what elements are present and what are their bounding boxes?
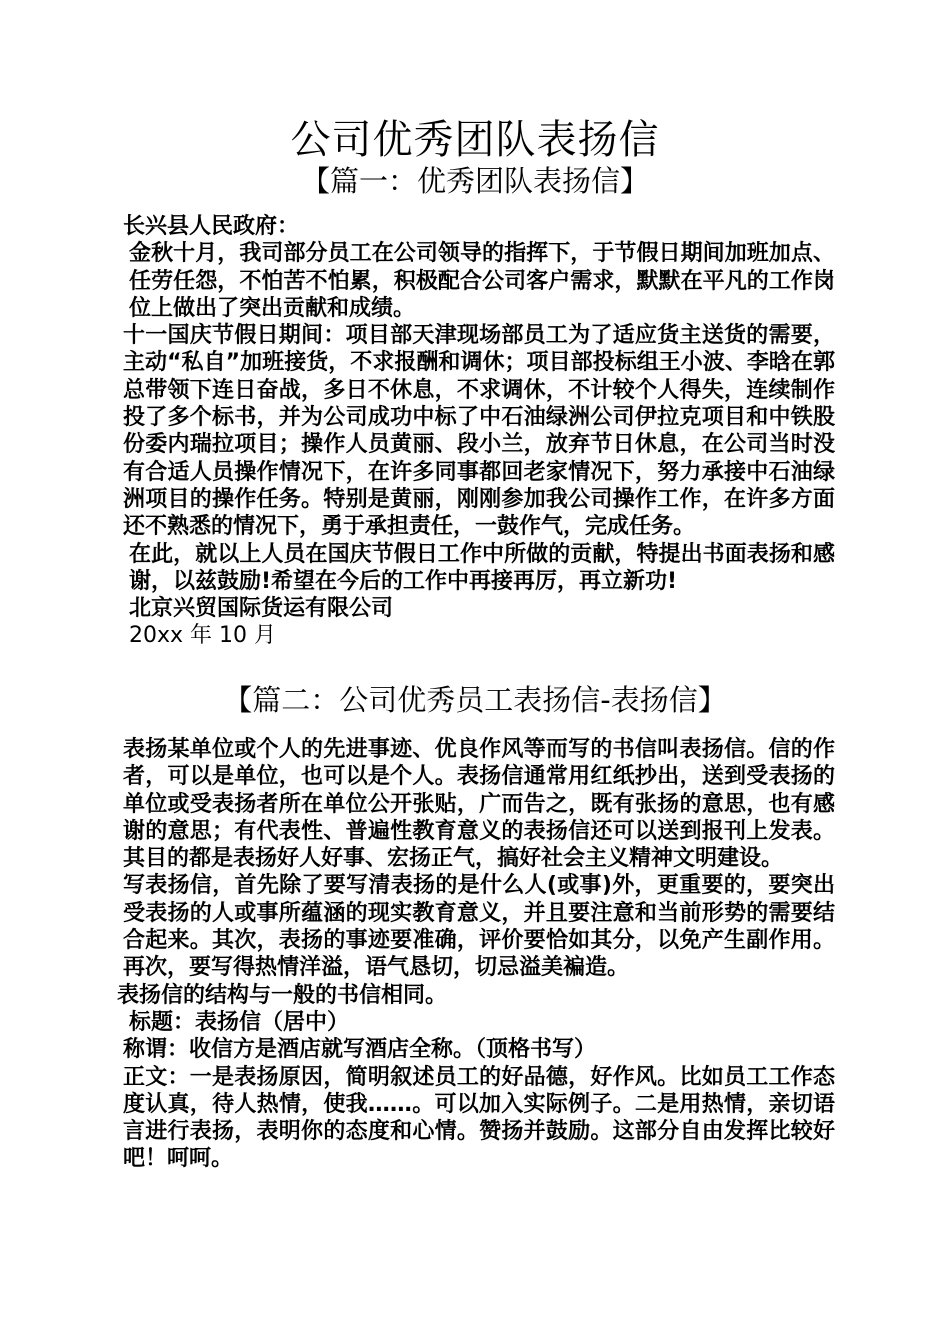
section1-paragraph-3: 在此，就以上人员在国庆节假日工作中所做的贡献，特提出书面表扬和感谢，以兹鼓励!希望在今后的工作中再接再厉，再立新功! [129, 541, 835, 594]
structure-item-salutation: 称谓：收信方是酒店就写酒店全称。（顶格书写） [123, 1037, 597, 1063]
section1-paragraph-1: 金秋十月，我司部分员工在公司领导的指挥下，于节假日期间加班加点、任劳任怨，不怕苦不怕累，积极配合公司客户需求，默默在平凡的工作岗位上做出了突出贡献和成绩。 [129, 241, 835, 321]
section1-heading: 【篇一：优秀团队表扬信】 [300, 164, 649, 198]
structure-item-title: 标题：表扬信（居中） [129, 1009, 350, 1035]
section2-paragraph-2: 写表扬信，首先除了要写清表扬的是什么人(或事)外，更重要的，要突出受表扬的人或事所蕴涵的现实教育意义，并且要注意和当前形势的需要结合起来。其次，表扬的事迹要准确，评价要恰如其分，以免产生副作用。再次，要写得热情洋溢，语气恳切，切忌溢美褊造。 [123, 873, 835, 981]
structure-item-body: 正文：一是表扬原因，简明叙述员工的好品德，好作风。比如员工工作态度认真，待人热情，使我……。可以加入实际例子。二是用热情，亲切语言进行表扬，表明你的态度和心情。赞扬并鼓励。这部分自由发挥比较好吧！呵呵。 [123, 1064, 835, 1172]
section1-body [117, 213, 835, 650]
section2-body [117, 736, 835, 1173]
signature: 北京兴贸国际货运有限公司 [129, 596, 394, 622]
salutation: 长兴县人民政府： [123, 214, 300, 239]
document-title: 公司优秀团队表扬信 [290, 117, 660, 163]
section1-paragraph-2: 十一国庆节假日期间：项目部天津现场部员工为了适应货主送货的需要，主动“私自”加班接货，不求报酬和调休；项目部投标组王小波、李晗在郭总带领下连日奋战，多日不休息，不求调休，不计较个人得失，连续制作投了多个标书，并为公司成功中标了中石油绿洲公司伊拉克项目和中铁股份委内瑞拉项目；操作人员黄丽、段小兰，放弃节日休息，在公司当时没有合适人员操作情况下，在许多同事都回老家情况下，努力承接中石油绿洲项目的操作任务。特别是黄丽，刚刚参加我公司操作工作，在许多方面还不熟悉的情况下，勇于承担责任，一鼓作气，完成任务。 [123, 323, 835, 540]
section2-paragraph-3: 表扬信的结构与一般的书信相同。 [117, 982, 448, 1008]
section2-paragraph-1: 表扬某单位或个人的先进事迹、优良作风等而写的书信叫表扬信。信的作者，可以是单位，也可以是个人。表扬信通常用红纸抄出，送到受表扬的单位或受表扬者所在单位公开张贴，广而告之，既有张扬的意思，也有感谢的意思；有代表性、普遍性教育意义的表扬信还可以送到报刊上发表。其目的都是表扬好人好事、宏扬正气，搞好社会主义精神文明建设。 [123, 737, 835, 872]
letter-date: 20xx 年 10 月 [129, 623, 277, 649]
section2-heading: 【篇二：公司优秀员工表扬信-表扬信】 [223, 683, 727, 717]
